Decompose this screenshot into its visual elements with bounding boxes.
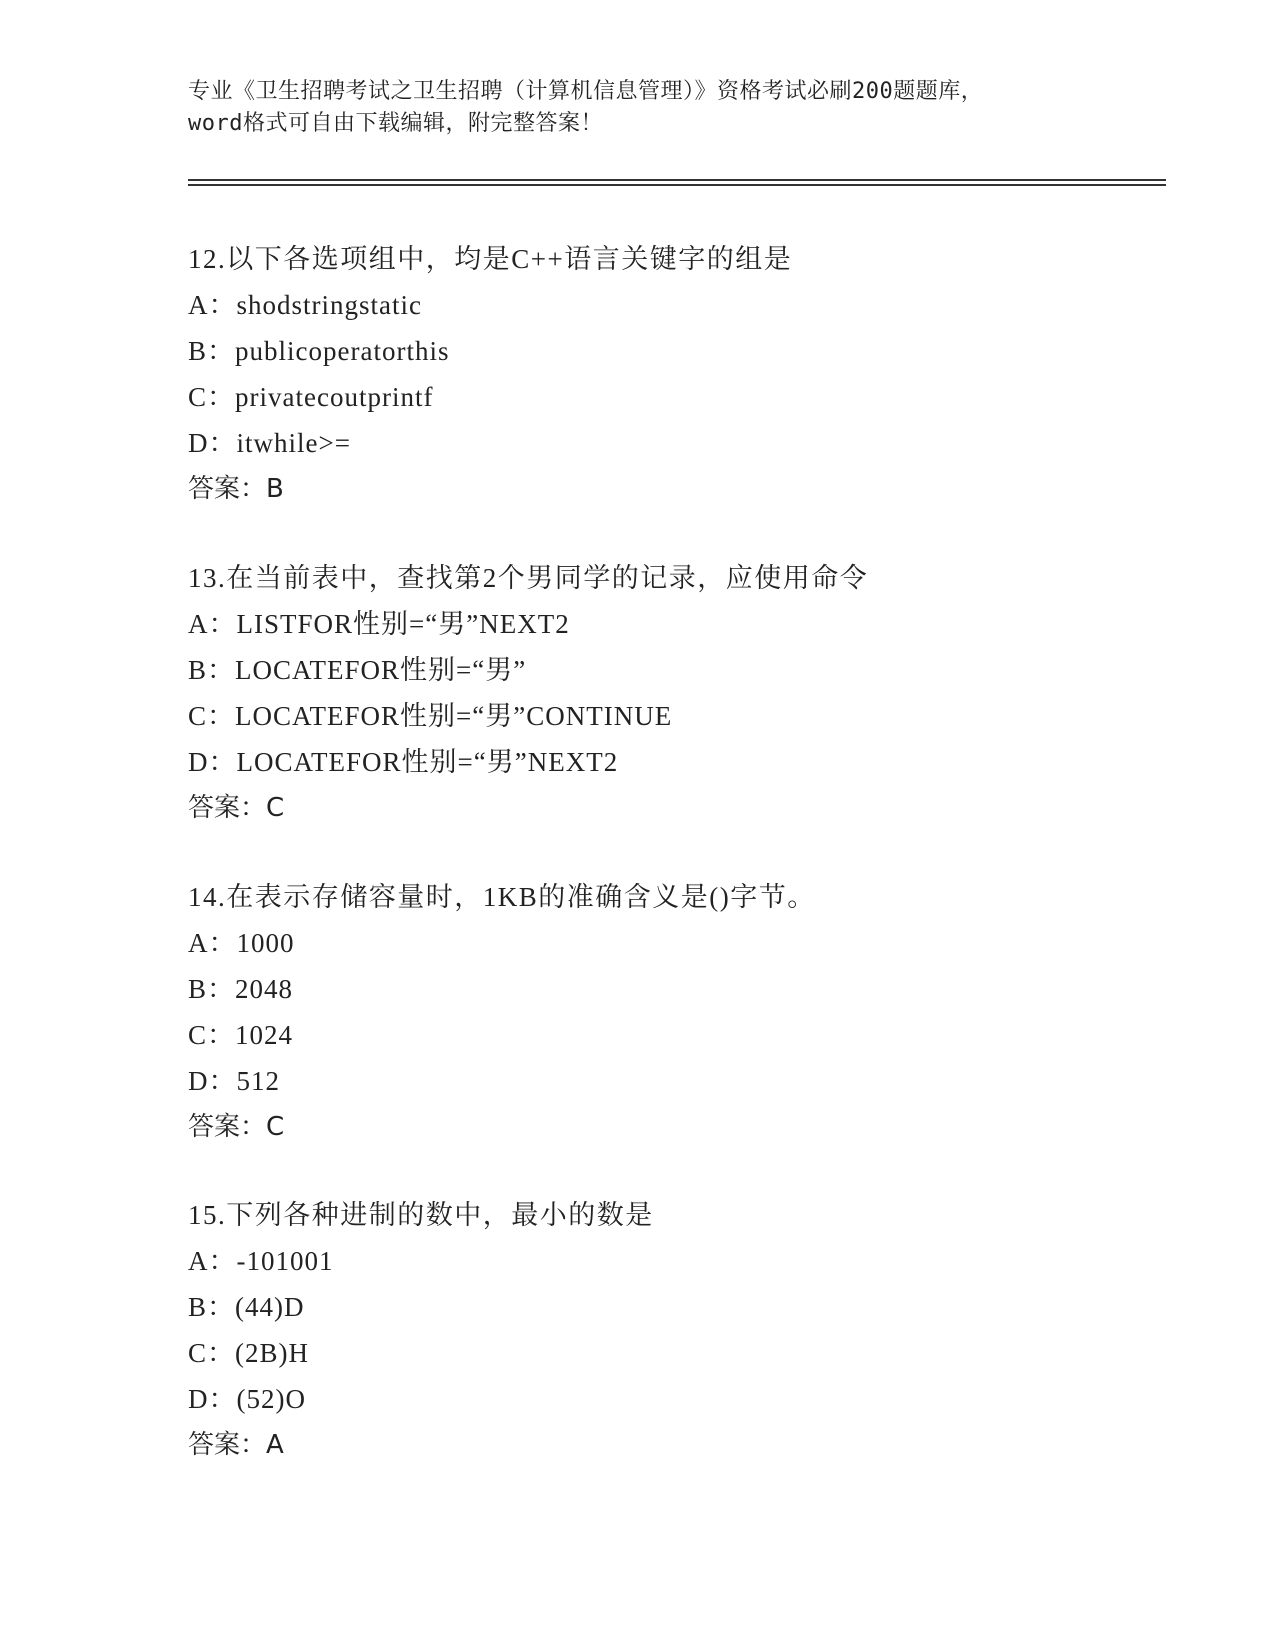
question-stem: 15.下列各种进制的数中，最小的数是 bbox=[188, 1200, 654, 1230]
option-c: C：privatecoutprintf bbox=[188, 382, 434, 412]
option-d: D：512 bbox=[188, 1066, 280, 1096]
option-d: D：itwhile>= bbox=[188, 428, 351, 458]
option-b: B：publicoperatorthis bbox=[188, 336, 450, 366]
header-divider-bottom bbox=[188, 184, 1166, 186]
header-line-1: 专业《卫生招聘考试之卫生招聘（计算机信息管理）》资格考试必刷200题题库， bbox=[188, 79, 984, 104]
option-d: D：LOCATEFOR性别=“男”NEXT2 bbox=[188, 747, 619, 777]
option-d: D：(52)O bbox=[188, 1384, 306, 1414]
option-c: C：(2B)H bbox=[188, 1338, 309, 1368]
question-stem: 12.以下各选项组中，均是C++语言关键字的组是 bbox=[188, 244, 793, 274]
option-b: B：2048 bbox=[188, 974, 294, 1004]
question-stem: 13.在当前表中，查找第2个男同学的记录，应使用命令 bbox=[188, 563, 869, 593]
answer: 答案：C bbox=[188, 1112, 285, 1142]
option-a: A：-101001 bbox=[188, 1246, 334, 1276]
option-b: B：LOCATEFOR性别=“男” bbox=[188, 655, 527, 685]
option-b: B：(44)D bbox=[188, 1292, 305, 1322]
option-a: A：1000 bbox=[188, 928, 295, 958]
option-a: A：LISTFOR性别=“男”NEXT2 bbox=[188, 609, 570, 639]
document-header bbox=[188, 76, 1088, 140]
question-14 bbox=[188, 874, 1148, 1150]
question-12 bbox=[188, 236, 1148, 512]
question-13 bbox=[188, 555, 1148, 831]
question-stem: 14.在表示存储容量时，1KB的准确含义是()字节。 bbox=[188, 882, 816, 912]
header-line-2: word格式可自由下载编辑，附完整答案！ bbox=[188, 111, 603, 136]
option-c: C：LOCATEFOR性别=“男”CONTINUE bbox=[188, 701, 673, 731]
answer: 答案：B bbox=[188, 474, 284, 504]
option-a: A：shodstringstatic bbox=[188, 290, 422, 320]
question-15 bbox=[188, 1192, 1148, 1468]
option-c: C：1024 bbox=[188, 1020, 294, 1050]
header-divider-top bbox=[188, 179, 1166, 181]
answer: 答案：A bbox=[188, 1430, 284, 1460]
answer: 答案：C bbox=[188, 793, 285, 823]
